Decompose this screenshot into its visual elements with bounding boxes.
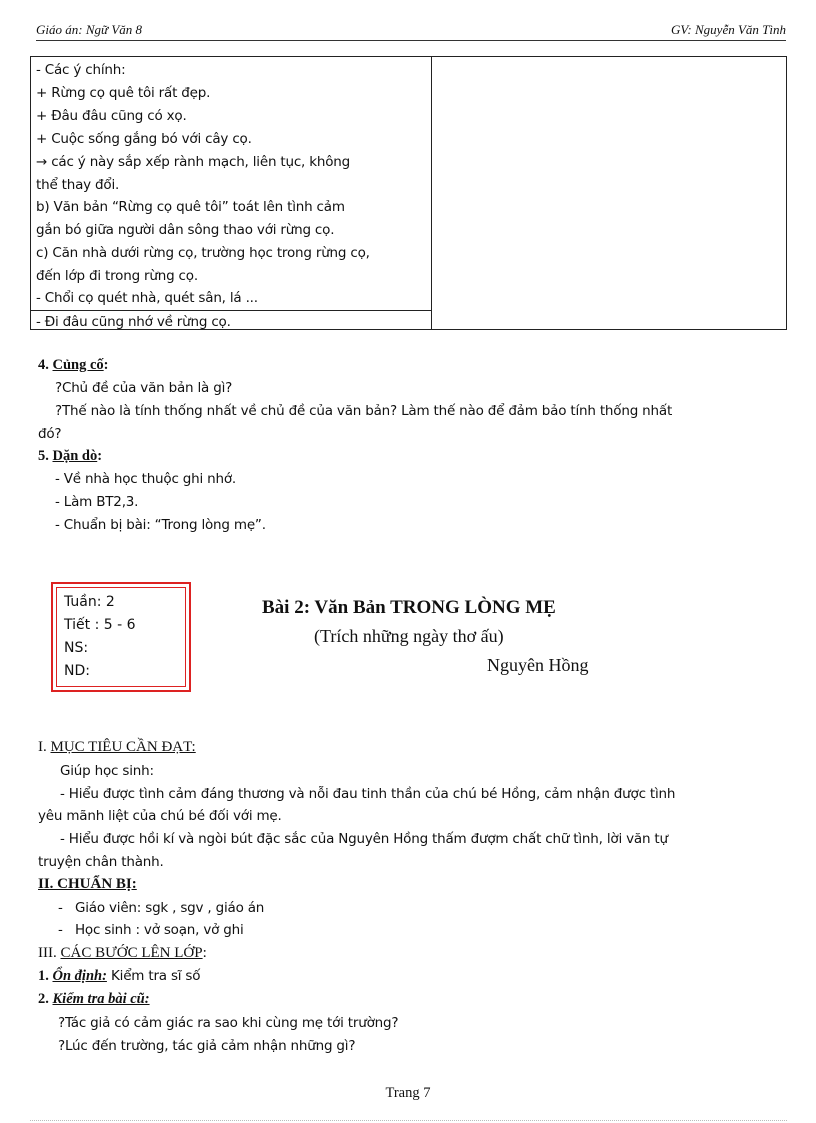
table-line: → các ý này sắp xếp rành mạch, liên tục, không bbox=[36, 154, 351, 170]
section2-item: - Học sinh : vở soạn, vở ghi bbox=[58, 922, 244, 938]
table-line: + Đâu đâu cũng có xọ. bbox=[36, 108, 187, 124]
step2-title: Kiểm tra bài cũ: bbox=[52, 991, 150, 1007]
content-table bbox=[30, 56, 787, 330]
section3-question: ?Lúc đến trường, tác giả cảm nhận những gì? bbox=[58, 1038, 356, 1054]
section1-line: truyện chân thành. bbox=[38, 854, 164, 870]
info-tiet: Tiết : 5 - 6 bbox=[64, 617, 136, 633]
section1-intro: Giúp học sinh: bbox=[60, 763, 154, 779]
table-line: đến lớp đi trong rừng cọ. bbox=[36, 268, 198, 284]
table-line: + Rừng cọ quê tôi rất đẹp. bbox=[36, 85, 211, 101]
info-ns: NS: bbox=[64, 640, 89, 656]
lesson-info-box bbox=[51, 582, 191, 692]
section1-line: - Hiểu được tình cảm đáng thương và nỗi đau tinh thần của chú bé Hồng, cảm nhận được tình bbox=[60, 786, 676, 802]
table-line: - Các ý chính: bbox=[36, 62, 126, 78]
dando-title: Dặn dò bbox=[52, 448, 98, 464]
table-line: b) Văn bản “Rừng cọ quê tôi” toát lên tình cảm bbox=[36, 199, 345, 215]
cungco-question: ?Chủ đề của văn bản là gì? bbox=[55, 380, 233, 396]
cungco-heading: 4. Củng cố: bbox=[38, 357, 109, 373]
page-header bbox=[36, 22, 786, 41]
dando-item: - Về nhà học thuộc ghi nhớ. bbox=[55, 471, 237, 487]
info-tuan: Tuần: 2 bbox=[64, 594, 115, 610]
section3-step1: 1. Ổn định: Kiểm tra sĩ số bbox=[38, 968, 201, 984]
lesson-title: Bài 2: Văn Bản TRONG LÒNG MẸ bbox=[262, 597, 556, 618]
section1-line: - Hiểu được hồi kí và ngòi bút đặc sắc của Nguyên Hồng thấm đượm chất chữ tình, lời văn tự bbox=[60, 831, 668, 847]
lesson-author: Nguyên Hồng bbox=[487, 655, 589, 675]
header-left: Giáo án: Ngữ Văn 8 bbox=[36, 22, 143, 37]
dando-heading: 5. Dặn dò: bbox=[38, 448, 103, 464]
section3-step2: 2. Kiểm tra bài cũ: bbox=[38, 991, 150, 1007]
page-number: Trang 7 bbox=[385, 1085, 431, 1101]
section2-item: - Giáo viên: sgk , sgv , giáo án bbox=[58, 900, 265, 916]
info-nd: ND: bbox=[64, 663, 90, 679]
section1-heading: I. MỤC TIÊU CẦN ĐẠT: bbox=[38, 739, 196, 755]
dando-item: - Chuẩn bị bài: “Trong lòng mẹ”. bbox=[55, 517, 266, 533]
table-line: c) Căn nhà dưới rừng cọ, trường học trong rừng cọ, bbox=[36, 245, 370, 261]
cungco-title: Củng cố bbox=[52, 357, 104, 373]
footer-divider bbox=[30, 1120, 787, 1121]
cungco-question-cont: đó? bbox=[38, 426, 62, 442]
section1-line: yêu mãnh liệt của chú bé đối với mẹ. bbox=[38, 808, 282, 824]
section2-title: II. CHUẨN BỊ: bbox=[38, 876, 137, 892]
table-row-divider bbox=[31, 310, 432, 311]
table-line: - Chổi cọ quét nhà, quét sân, lá ... bbox=[36, 290, 258, 306]
lesson-subtitle: (Trích những ngày thơ ấu) bbox=[314, 626, 504, 646]
table-line: thể thay đổi. bbox=[36, 177, 120, 193]
table-line: - Đi đâu cũng nhớ về rừng cọ. bbox=[36, 314, 231, 330]
table-line: + Cuộc sống gắng bó với cây cọ. bbox=[36, 131, 252, 147]
section1-title: MỤC TIÊU CẦN ĐẠT: bbox=[50, 739, 196, 755]
section3-title: CÁC BƯỚC LÊN LỚP bbox=[60, 945, 203, 961]
table-line: gắn bó giữa người dân sông thao với rừng cọ. bbox=[36, 222, 335, 238]
section3-heading: III. CÁC BƯỚC LÊN LỚP: bbox=[38, 945, 207, 961]
header-right: GV: Nguyễn Văn Tình bbox=[670, 22, 786, 37]
section3-question: ?Tác giả có cảm giác ra sao khi cùng mẹ tới trường? bbox=[58, 1015, 399, 1031]
dando-item: - Làm BT2,3. bbox=[55, 494, 139, 510]
cungco-question: ?Thế nào là tính thống nhất về chủ đề của văn bản? Làm thế nào để đảm bảo tính thống nhất bbox=[55, 403, 673, 419]
table-left-cell bbox=[31, 57, 432, 329]
step1-title: Ổn định: bbox=[52, 968, 107, 984]
